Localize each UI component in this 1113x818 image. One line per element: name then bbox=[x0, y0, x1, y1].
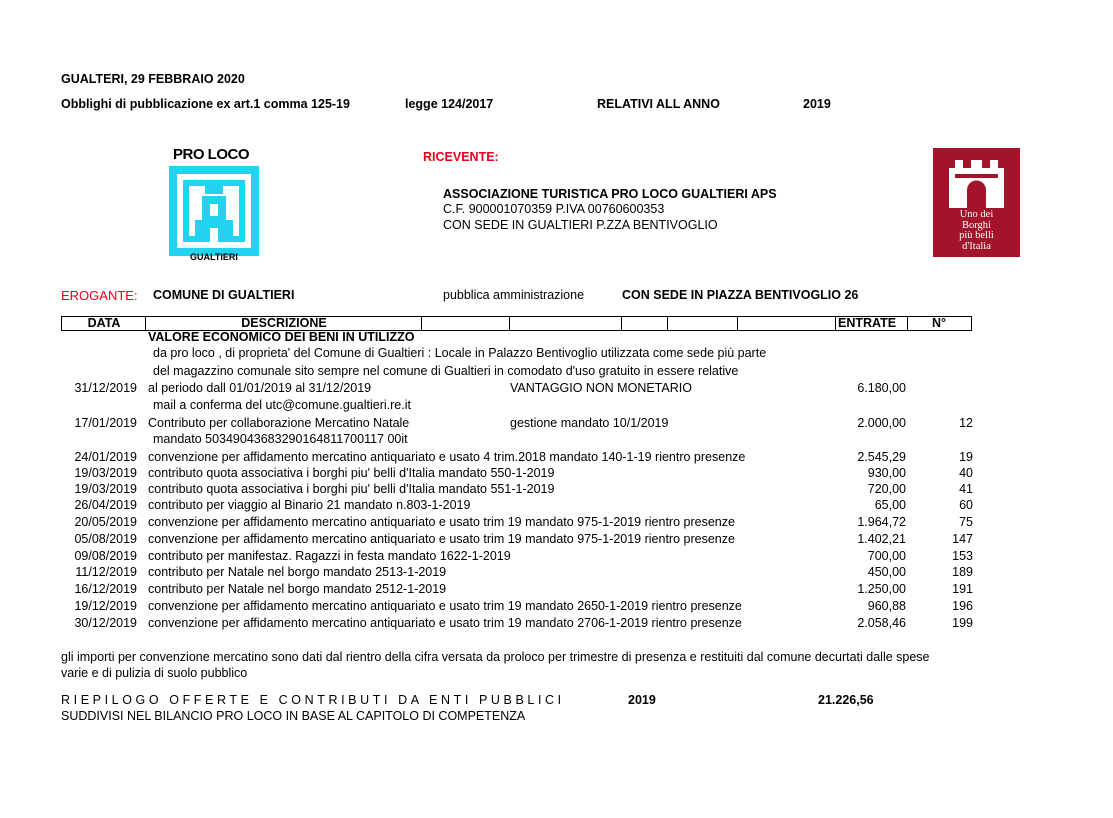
erogante-sede: CON SEDE IN PIAZZA BENTIVOGLIO 26 bbox=[622, 288, 859, 302]
row-date: 09/08/2019 bbox=[74, 549, 137, 563]
row-amount: 960,88 bbox=[867, 599, 906, 613]
proloco-logo-title: PRO LOCO bbox=[173, 146, 250, 163]
borghi-line-2: Borghi bbox=[962, 219, 991, 231]
table-row bbox=[61, 565, 976, 579]
row-amount: 700,00 bbox=[867, 549, 906, 563]
header-numero: N° bbox=[907, 317, 972, 330]
ricevente-sede: CON SEDE IN GUALTIERI P.ZZA BENTIVOGLIO bbox=[443, 218, 718, 232]
ricevente-label: RICEVENTE: bbox=[423, 150, 499, 164]
row-amount: 2.545,29 bbox=[857, 450, 906, 464]
row-number: 75 bbox=[959, 515, 973, 529]
ricevente-cf: C.F. 900001070359 P.IVA 00760600353 bbox=[443, 202, 665, 216]
borghi-line-3: più belli bbox=[959, 230, 994, 241]
proloco-logo bbox=[168, 146, 266, 266]
borghi-line-1: Uno dei bbox=[959, 209, 994, 220]
ricevente-name: ASSOCIAZIONE TURISTICA PRO LOCO GUALTIERI APS bbox=[443, 187, 777, 201]
proloco-logo-caption: GUALTIERI bbox=[190, 252, 238, 262]
table-row bbox=[61, 582, 976, 596]
row-amount: 1.964,72 bbox=[857, 515, 906, 529]
erogante-name: COMUNE DI GUALTIERI bbox=[153, 288, 295, 302]
anno-text: 2019 bbox=[803, 97, 831, 111]
table-row bbox=[61, 450, 976, 464]
table-row bbox=[61, 515, 976, 529]
table-row bbox=[61, 532, 976, 546]
table-row bbox=[61, 616, 976, 630]
row-date: 19/03/2019 bbox=[74, 466, 137, 480]
row-number: 196 bbox=[952, 599, 973, 613]
row-date: 26/04/2019 bbox=[74, 498, 137, 512]
row-number: 189 bbox=[952, 565, 973, 579]
row-number: 199 bbox=[952, 616, 973, 630]
legge-text: legge 124/2017 bbox=[405, 97, 494, 111]
summary-total: 21.226,56 bbox=[818, 693, 874, 707]
row-number: 12 bbox=[959, 416, 973, 430]
table-row bbox=[61, 498, 976, 512]
row-text: convenzione per affidamento mercatino antiquariato e usato 4 trim.2018 mandato 140-1-19 rientro presenze bbox=[148, 450, 746, 464]
row-date: 24/01/2019 bbox=[74, 450, 137, 464]
header-descrizione: DESCRIZIONE bbox=[145, 317, 422, 330]
borghi-logo bbox=[933, 148, 1020, 257]
header-empty-4 bbox=[667, 317, 738, 330]
row-text: contributo quota associativa i borghi piu' belli d'Italia mandato 550-1-2019 bbox=[148, 466, 555, 480]
table-row bbox=[61, 482, 976, 496]
row-number: 40 bbox=[959, 466, 973, 480]
header-data: DATA bbox=[61, 317, 146, 330]
relativi-text: RELATIVI ALL ANNO bbox=[597, 97, 720, 111]
row-amount: 1.250,00 bbox=[857, 582, 906, 596]
note-line-1: gli importi per convenzione mercatino sono dati dal rientro della cifra versata da proloco per trimestre di presenza e restituiti dal comune decurtati dalle spese bbox=[61, 650, 930, 664]
row-date: 19/12/2019 bbox=[74, 599, 137, 613]
castle-icon bbox=[933, 150, 1020, 210]
row-number: 41 bbox=[959, 482, 973, 496]
row-text: al periodo dall 01/01/2019 al 31/12/2019 bbox=[148, 381, 372, 395]
header-empty-2 bbox=[509, 317, 622, 330]
castle-tower-icon bbox=[169, 166, 259, 256]
note-line-2: varie e di pulizia di suolo pubblico bbox=[61, 666, 248, 680]
beni-mail: mail a conferma del utc@comune.gualtieri.re.it bbox=[153, 398, 411, 412]
mercatino-mandato: mandato 50349043683290164811700117 00it bbox=[153, 432, 408, 446]
obblighi-text: Obblighi di pubblicazione ex art.1 comma 125-19 bbox=[61, 97, 350, 111]
beni-title: VALORE ECONOMICO DEI BENI IN UTILIZZO bbox=[148, 330, 415, 344]
row-date: 11/12/2019 bbox=[75, 565, 137, 579]
row-text: contributo per Natale nel borgo mandato 2513-1-2019 bbox=[148, 565, 447, 579]
row-amount: 6.180,00 bbox=[857, 381, 906, 395]
row-text: convenzione per affidamento mercatino antiquariato e usato trim 19 mandato 2650-1-2019 rientro presenze bbox=[148, 599, 742, 613]
row-amount: 2.058,46 bbox=[857, 616, 906, 630]
row-number: 60 bbox=[959, 498, 973, 512]
row-text: convenzione per affidamento mercatino antiquariato e usato trim 19 mandato 975-1-2019 rientro presenze bbox=[148, 532, 735, 546]
summary-year: 2019 bbox=[628, 693, 656, 707]
table-row bbox=[61, 416, 976, 430]
table-row bbox=[61, 381, 976, 395]
header-empty-3 bbox=[621, 317, 668, 330]
borghi-line-4: d'Italia bbox=[962, 240, 991, 252]
table-row bbox=[61, 549, 976, 563]
row-text: contributo per Natale nel borgo mandato 2512-1-2019 bbox=[148, 582, 447, 596]
table-row bbox=[61, 466, 976, 480]
summary-title: RIEPILOGO OFFERTE E CONTRIBUTI DA ENTI PUBBLICI bbox=[61, 693, 565, 707]
document-date: GUALTERI, 29 FEBBRAIO 2020 bbox=[61, 72, 245, 86]
row-date: 17/01/2019 bbox=[74, 416, 137, 430]
row-amount: 720,00 bbox=[867, 482, 906, 496]
beni-line-1: da pro loco , di proprieta' del Comune di Gualtieri : Locale in Palazzo Bentivoglio utilizzata come sede più parte bbox=[153, 346, 767, 360]
row-amount: 65,00 bbox=[874, 498, 906, 512]
row-number: 191 bbox=[952, 582, 973, 596]
row-date: 05/08/2019 bbox=[74, 532, 137, 546]
beni-line-2: del magazzino comunale sito sempre nel comune di Gualtieri in comodato d'uso gratuito in essere relative bbox=[153, 364, 739, 378]
row-date: 31/12/2019 bbox=[74, 381, 137, 395]
row-date: 19/03/2019 bbox=[74, 482, 137, 496]
row-number: 147 bbox=[952, 532, 973, 546]
header-empty-5 bbox=[737, 317, 836, 330]
row-text: contributo quota associativa i borghi piu' belli d'Italia mandato 551-1-2019 bbox=[148, 482, 555, 496]
erogante-label: EROGANTE: bbox=[61, 288, 138, 303]
row-number: 19 bbox=[959, 450, 973, 464]
row-text: contributo per viaggio al Binario 21 mandato n.803-1-2019 bbox=[148, 498, 471, 512]
row-date: 16/12/2019 bbox=[74, 582, 137, 596]
header-entrate: ENTRATE bbox=[835, 317, 907, 330]
row-date: 20/05/2019 bbox=[74, 515, 137, 529]
row-amount: 1.402,21 bbox=[857, 532, 906, 546]
summary-subtitle: SUDDIVISI NEL BILANCIO PRO LOCO IN BASE AL CAPITOLO DI COMPETENZA bbox=[61, 709, 526, 723]
row-text: contributo per manifestaz. Ragazzi in festa mandato 1622-1-2019 bbox=[148, 549, 511, 563]
row-number: 153 bbox=[952, 549, 973, 563]
row-note: VANTAGGIO NON MONETARIO bbox=[510, 381, 692, 395]
row-text: convenzione per affidamento mercatino antiquariato e usato trim 19 mandato 975-1-2019 rientro presenze bbox=[148, 515, 735, 529]
table-row bbox=[61, 599, 976, 613]
header-empty-1 bbox=[421, 317, 510, 330]
table-header bbox=[61, 316, 972, 331]
row-amount: 930,00 bbox=[867, 466, 906, 480]
row-date: 30/12/2019 bbox=[74, 616, 137, 630]
row-amount: 450,00 bbox=[867, 565, 906, 579]
row-amount: 2.000,00 bbox=[857, 416, 906, 430]
row-text: Contributo per collaborazione Mercatino Natale bbox=[148, 416, 410, 430]
row-note: gestione mandato 10/1/2019 bbox=[510, 416, 669, 430]
erogante-type: pubblica amministrazione bbox=[443, 288, 585, 302]
row-text: convenzione per affidamento mercatino antiquariato e usato trim 19 mandato 2706-1-2019 rientro presenze bbox=[148, 616, 742, 630]
